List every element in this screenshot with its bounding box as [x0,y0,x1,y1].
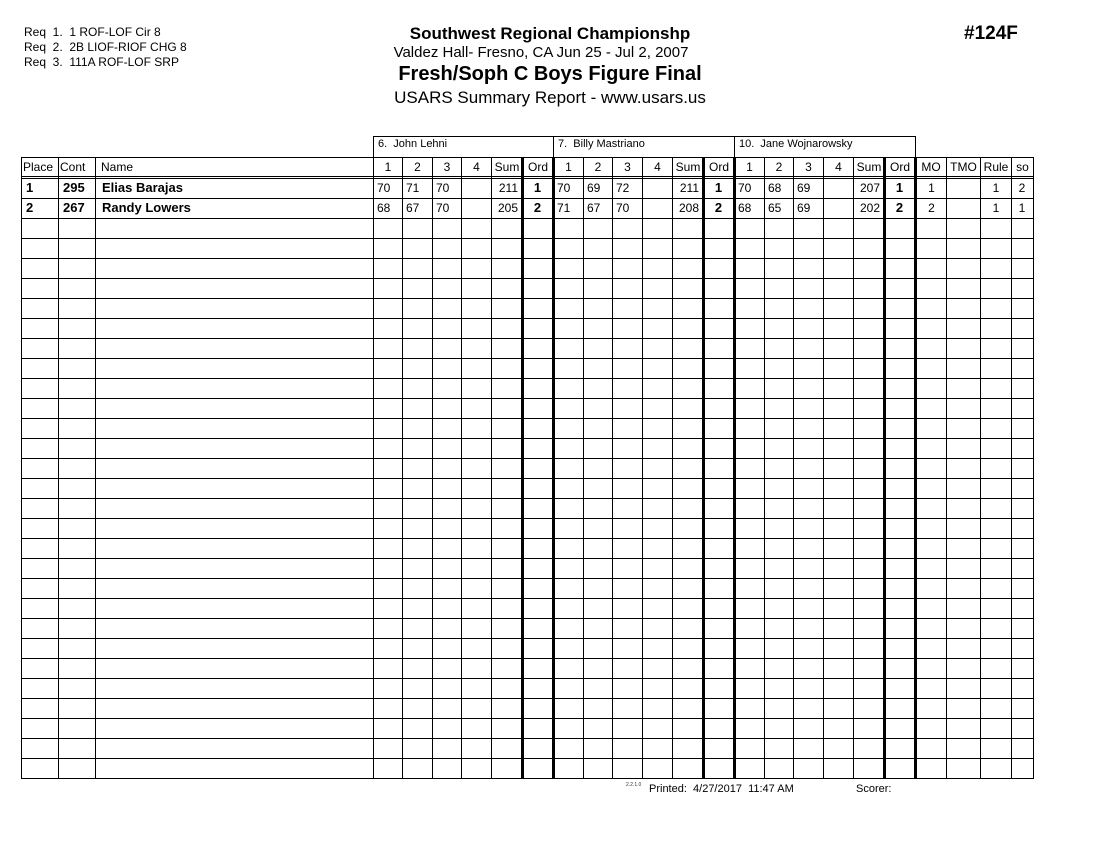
requirement-2: Req 2. 2B LIOF-RIOF CHG 8 [24,40,187,54]
judge3-score-sum: 202 [859,201,880,215]
event-number: #124F [964,23,1018,44]
event-title: Fresh/Soph C Boys Figure Final [398,63,702,85]
judge1-score-2: 67 [406,201,420,215]
judge3-col-header: Ord [889,160,910,174]
name-cell: Randy Lowers [102,200,191,215]
column-divider [432,157,433,779]
column-divider [521,157,524,779]
judge-header-2: 7. Billy Mastriano [553,136,735,157]
column-divider [21,157,22,779]
column-divider [491,157,492,779]
judge3-score-1: 68 [738,201,752,215]
judge3-col-header: 2 [775,160,783,174]
judge3-score-1: 70 [738,181,752,195]
judge2-score-3: 72 [616,181,630,195]
column-divider [58,157,59,779]
col-header-tmo: TMO [950,160,977,174]
competition-title: Southwest Regional Championshp [409,24,691,43]
column-divider [583,157,584,779]
mo-cell: 2 [928,201,935,215]
judge3-col-header: 4 [835,160,842,174]
judge1-col-header: 3 [443,160,451,174]
column-divider [883,157,886,779]
requirement-1: Req 1. 1 ROF-LOF Cir 8 [24,25,161,39]
judge-header-3: 10. Jane Wojnarowsky [734,136,916,157]
judge2-score-2: 69 [587,181,601,195]
column-divider [552,157,555,779]
column-divider [1033,157,1034,779]
judge1-score-3: 70 [436,201,450,215]
judge2-score-3: 70 [616,201,630,215]
judge2-col-header: 4 [654,160,661,174]
column-divider [980,157,981,779]
column-divider [853,157,854,779]
column-divider [702,157,705,779]
scorer-label: Scorer: [856,783,892,795]
judge1-score-ord: 2 [533,200,542,215]
rule-cell: 1 [992,181,1000,195]
place-cell: 2 [26,200,34,215]
so-cell: 2 [1018,181,1026,195]
judge2-col-header: 1 [565,160,572,174]
judge3-score-3: 69 [797,201,811,215]
judge2-score-1: 71 [557,201,571,215]
column-divider [733,157,736,779]
judge1-col-header: 2 [414,160,421,174]
judge-header-1: 6. John Lehni [373,136,554,157]
judge1-col-header: Sum [494,160,520,174]
place-cell: 1 [26,180,34,195]
judge2-score-sum: 208 [678,201,699,215]
judge1-score-1: 70 [377,181,391,195]
column-divider [95,157,96,779]
column-divider [612,157,613,779]
judge1-col-header: 1 [384,160,392,174]
requirements-list [24,25,187,70]
rule-cell: 1 [992,201,1000,215]
report-header [340,24,760,108]
so-cell: 1 [1018,201,1026,215]
judge2-score-ord: 1 [714,180,723,195]
judge1-score-sum: 211 [498,181,518,195]
judge1-score-2: 71 [406,181,420,195]
judge3-score-2: 65 [768,201,782,215]
judge1-col-header: 4 [473,160,480,174]
column-divider [642,157,643,779]
col-header-mo: MO [921,160,941,174]
judge1-score-sum: 205 [497,201,518,215]
judge3-col-header: 3 [805,160,812,174]
judge1-score-ord: 1 [533,180,542,195]
judge3-score-sum: 207 [859,181,880,195]
tmo-cell [948,178,978,198]
col-header-so: so [1016,160,1029,174]
judge3-col-header: Sum [856,160,882,174]
column-divider [823,157,824,779]
column-divider [373,157,374,779]
column-divider [793,157,794,779]
col-header-place: Place [23,160,54,174]
judge2-col-header: Sum [675,160,701,174]
judge3-col-header: 1 [746,160,753,174]
judge1-score-3: 70 [436,181,450,195]
mo-cell: 1 [928,181,935,195]
judge3-score-ord: 1 [895,180,904,195]
cont-cell: 267 [63,200,85,215]
judge2-score-2: 67 [587,201,601,215]
column-divider [946,157,947,779]
col-header-cont: Cont [60,160,86,174]
judge2-col-header: Ord [708,160,729,174]
column-divider [764,157,765,779]
requirement-3: Req 3. 111A ROF-LOF SRP [24,55,179,69]
col-header-rule: Rule [983,160,1009,174]
column-divider [914,157,917,779]
name-cell: Elias Barajas [102,180,183,195]
report-subtitle: USARS Summary Report - www.usars.us [394,88,706,107]
judge2-col-header: 2 [594,160,602,174]
judge2-col-header: 3 [624,160,631,174]
printed-timestamp: Printed: 4/27/2017 11:47 AM [649,783,794,795]
column-divider [1011,157,1012,779]
version-mark: 2.2.1.0 [626,782,642,788]
venue-dates: Valdez Hall- Fresno, CA Jun 25 - Jul 2, 2007 [393,44,689,61]
judge2-score-1: 70 [557,181,571,195]
column-divider [672,157,673,779]
judge3-score-ord: 2 [895,200,904,215]
judge2-score-sum: 211 [679,181,699,195]
judge1-score-1: 68 [377,201,391,215]
judge2-score-ord: 2 [714,200,723,215]
tmo-cell [948,198,978,218]
cont-cell: 295 [63,180,85,195]
judge3-score-2: 68 [768,181,782,195]
judge1-col-header: Ord [527,160,548,174]
col-header-name: Name [101,160,134,174]
column-divider [461,157,462,779]
judge3-score-3: 69 [797,181,811,195]
column-divider [402,157,403,779]
